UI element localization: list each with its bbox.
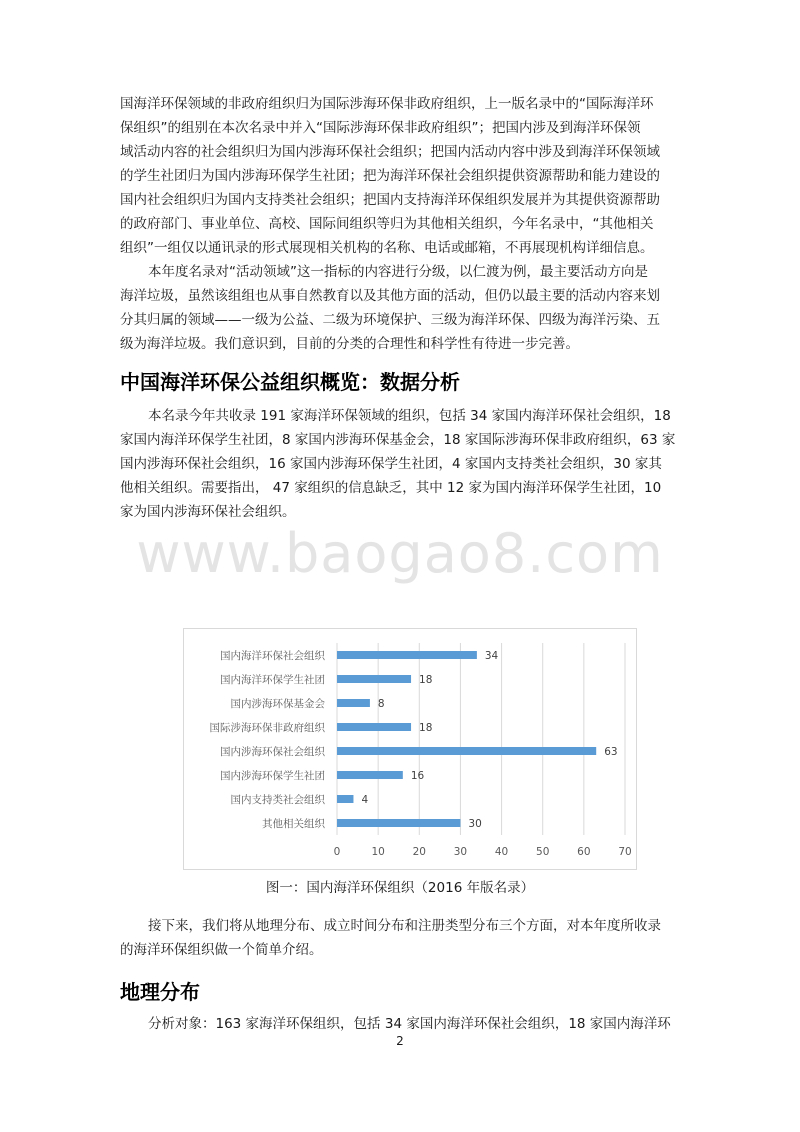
category-label: 国内涉海环保基金会 [230, 698, 325, 710]
x-tick-label: 10 [371, 846, 385, 858]
text-line: 家国内海洋环保学生社团，8 家国内涉海环保基金会，18 家国际涉海环保非政府组织，63 家 [120, 432, 676, 448]
value-label: 30 [468, 818, 482, 830]
page-number: 2 [396, 1034, 404, 1048]
value-label: 4 [361, 794, 369, 806]
text-line: 级为海洋垃圾。我们意识到，目前的分类的合理性和科学性有待进一步完善。 [120, 336, 579, 352]
bar-chart-frame [183, 628, 637, 870]
category-label: 国内海洋环保社会组织 [220, 650, 325, 662]
figure-caption: 图一：国内海洋环保组织（2016 年版名录） [265, 880, 535, 896]
x-tick-label: 40 [494, 846, 509, 858]
bar [337, 723, 411, 731]
section-heading-overview: 中国海洋环保公益组织概览：数据分析 [120, 370, 460, 394]
category-label: 国内支持类社会组织 [230, 794, 325, 806]
value-label: 8 [377, 698, 385, 710]
text-line: 海洋垃圾，虽然该组组也从事自然教育以及其他方面的活动，但仍以最主要的活动内容来划 [120, 288, 660, 304]
text-line: 保组织”的组别在本次名录中并入“国际涉海环保非政府组织”；把国内涉及到海洋环保领 [120, 120, 641, 136]
text-line: 国海洋环保领域的非政府组织归为国际涉海环保非政府组织，上一版名录中的“国际海洋环 [120, 96, 654, 112]
category-label: 国际涉海环保非政府组织 [209, 722, 325, 734]
bar [337, 651, 477, 659]
text-line: 的学生社团归为国内涉海环保学生社团；把为海洋环保社会组织提供资源帮助和能力建设的 [120, 168, 660, 184]
x-tick-label: 20 [412, 846, 426, 858]
text-line: 组织”一组仅以通讯录的形式展现相关机构的名称、电话或邮箱，不再展现机构详细信息。 [120, 240, 654, 256]
text-line: 本年度名录对“活动领域”这一指标的内容进行分级，以仁渡为例，最主要活动方向是 [148, 264, 648, 280]
category-label: 其他相关组织 [262, 818, 325, 830]
value-label: 18 [419, 674, 433, 686]
x-tick-label: 0 [333, 846, 341, 858]
value-label: 34 [484, 650, 499, 662]
value-label: 63 [604, 746, 618, 758]
x-tick-label: 30 [453, 846, 468, 858]
watermark: www.baogao8.com [136, 522, 664, 585]
x-tick-label: 70 [618, 846, 632, 858]
value-label: 16 [410, 770, 425, 782]
text-line: 的政府部门、事业单位、高校、国际间组织等归为其他相关组织，今年名录中，“其他相关 [120, 216, 654, 232]
text-line: 接下来，我们将从地理分布、成立时间分布和注册类型分布三个方面，对本年度所收录 [148, 918, 661, 934]
x-tick-label: 60 [577, 846, 591, 858]
text-line: 域活动内容的社会组织归为国内涉海环保社会组织；把国内活动内容中涉及到海洋环保领域 [120, 144, 660, 160]
text-line: 分析对象：163 家海洋环保组织，包括 34 家国内海洋环保社会组织，18 家国内海洋环 [148, 1016, 671, 1032]
intro-paragraph [120, 92, 680, 260]
bar [337, 675, 411, 683]
section-heading-geo: 地理分布 [120, 980, 200, 1004]
text-line: 国内涉海环保社会组织，16 家国内涉海环保学生社团，4 家国内支持类社会组织，30 家其 [120, 456, 662, 472]
bar [337, 795, 353, 803]
text-line: 分其归属的领域——一级为公益、二级为环境保护、三级为海洋环保、四级为海洋污染、五 [120, 312, 660, 328]
text-line: 的海洋环保组织做一个简单介绍。 [120, 942, 323, 958]
overview-paragraph [120, 404, 680, 524]
text-line: 本名录今年共收录 191 家海洋环保领域的组织，包括 34 家国内海洋环保社会组织，18 [148, 408, 671, 424]
bar [337, 699, 370, 707]
text-line: 他相关组织。需要指出， 47 家组织的信息缺乏，其中 12 家为国内海洋环保学生社团，10 [120, 480, 662, 496]
value-label: 18 [419, 722, 433, 734]
classification-paragraph [120, 260, 680, 356]
next-intro-paragraph [120, 914, 680, 962]
category-label: 国内涉海环保社会组织 [220, 746, 325, 758]
geo-paragraph [120, 1012, 680, 1036]
text-line: 国内社会组织归为国内支持类社会组织；把国内支持海洋环保组织发展并为其提供资源帮助 [120, 192, 660, 208]
bar [337, 747, 596, 755]
category-label: 国内海洋环保学生社团 [220, 674, 325, 686]
bar [337, 771, 403, 779]
bar [337, 819, 460, 827]
x-tick-label: 50 [536, 846, 550, 858]
bar-chart [184, 629, 636, 869]
text-line: 家为国内涉海环保社会组织。 [120, 504, 296, 520]
category-label: 国内涉海环保学生社团 [220, 770, 325, 782]
